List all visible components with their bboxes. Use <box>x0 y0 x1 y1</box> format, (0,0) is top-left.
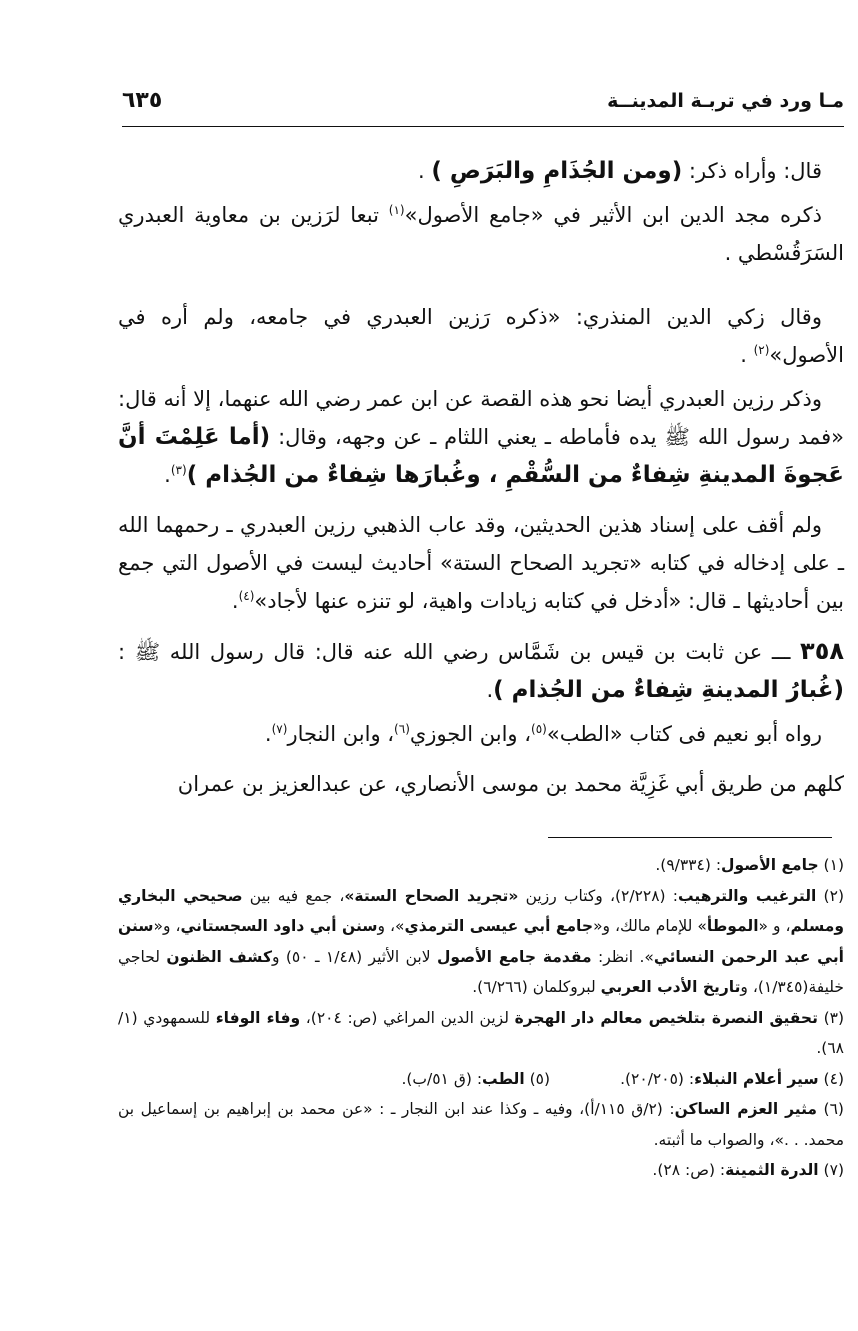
footnote-row-4-5 <box>118 1064 844 1095</box>
footnote-ref-1: (١) <box>388 203 405 217</box>
hadith-quote: (ومن الجُذَامِ والبَرَصِ ) <box>431 158 683 184</box>
page-number: ٦٣٥ <box>122 88 163 113</box>
footnote-ref-3: (٣) <box>170 463 187 477</box>
paragraph-dhahabi: ولم أقف على إسناد هذين الحديثين، وقد عاب الذهبي رزين العبدري ـ رحمهما الله ـ على إدخاله في كتابه «تجريد الصحاح الستة» أحاديث ليست في الأصول التي جمع بين أحاديثها ـ قال: «أدخل في كتابه زيادات واهية، لو تنزه عنها لأجاد»$^{(٤)}$. <box>118 513 844 613</box>
footnote-ref-5: (٥) <box>531 722 547 736</box>
paragraph-narrators: رواه أبو نعيم فى كتاب «الطب»$^{(٥)}$، وابن الجوزي$^{(٦)}$، وابن النجار$^{(٧)}$. <box>264 722 822 746</box>
paragraph-mundhiri: وقال زكي الدين المنذري: «ذكره رَزين العبدري في جامعه، ولم أره في الأصول»$^{(٢)}$ . <box>118 305 844 367</box>
hadith-358: ٣٥٨ ـــ عن ثابت بن قيس بن شَمَّاس رضي الله عنه قال: قال رسول الله ﷺ : (غُبارُ المدينةِ شِفاءٌ من الجُذام ). <box>118 637 844 703</box>
hadith-quote: (غُبارُ المدينةِ شِفاءٌ من الجُذام ) <box>493 677 844 703</box>
footnote-6: (٦) مثير العزم الساكن: (٢/ق ١١٥/أ)، وفيه ـ وكذا عند ابن النجار ـ : «عن محمد بن إبراهيم بن إسماعيل بن محمد. . .»، والصواب ما أثبته. <box>118 1100 844 1149</box>
hadith-quote: (أما عَلِمْتَ أنَّ عَجوةَ المدينةِ شِفاءٌ من السُّقْمِ ، وغُبارَها شِفاءٌ من الجُذام ) <box>118 424 844 488</box>
footnote-ref-7: (٧) <box>271 722 288 736</box>
paragraph-ibn-athir: ذكره مجد الدين ابن الأثير في «جامع الأصول»$^{(١)}$ تبعا لرَزين بن معاوية العبدري السَرَقُسْطي . <box>118 203 844 265</box>
footnote-1: (١) جامع الأصول: (٩/٣٣٤). <box>655 856 844 874</box>
footnotes <box>118 850 844 1186</box>
paragraph-hadith-continuation: قال: وأراه ذكر: (ومن الجُذَامِ والبَرَصِ ) . <box>418 158 822 184</box>
main-text <box>118 152 844 803</box>
footnote-3: (٣) تحقيق النصرة بتلخيص معالم دار الهجرة لزين الدين المراغي (ص: ٢٠٤)، وفاء الوفاء للسمهودي (١/ ٦٨). <box>118 1008 845 1057</box>
hadith-number: ٣٥٨ <box>800 637 844 665</box>
running-title: مـا ورد في تربـة المدينــة <box>607 90 844 112</box>
paragraph-razin-ibn-umar: وذكر رزين العبدري أيضا نحو هذه القصة عن ابن عمر رضي الله عنهما، إلا أنه قال: «فمد رسول الله ﷺ يده فأماطه ـ يعني اللثام ـ عن وجهه، وقال: (أما عَلِمْتَ أنَّ عَجوةَ المدينةِ شِفاءٌ من السُّقْمِ ، وغُبارَها شِفاءٌ من الجُذام )$^{(٣)}$. <box>118 387 844 488</box>
footnote-5: (٥) الطب: (ق ٥١/ب). <box>401 1069 551 1088</box>
footnote-divider <box>548 837 832 838</box>
footnote-ref-4: (٤) <box>238 589 255 603</box>
running-header <box>122 86 844 127</box>
footnote-ref-6: (٦) <box>394 722 410 736</box>
footnote-2: (٢) الترغيب والترهيب: (٢/٢٢٨)، وكتاب رزين «تجريد الصحاح الستة»، جمع فيه بين صحيحي البخاري ومسلم، و «الموطأ» للإمام مالك، و«جامع أبي عيسى الترمذي»، وسنن أبي داود السجستاني، و«سنن أبي عبد الرحمن النسائي». انظر: مقدمة جامع الأصول لابن الأثير (١/٤٨ ـ ٥٠) وكشف الظنون لحاجي خليفة(١/٣٤٥)، وتاريخ الأدب العربي لبروكلمان (٦/٢٦٦). <box>118 886 844 996</box>
footnote-ref-2: (٢) <box>753 343 770 357</box>
footnote-4: (٤) سير أعلام النبلاء: (٢٠/٢٠٥). <box>620 1069 844 1088</box>
footnote-7: (٧) الدرة الثمينة: (ص: ٢٨). <box>652 1161 844 1179</box>
paragraph-chain: كلهم من طريق أبي غَزِيَّة محمد بن موسى الأنصاري، عن عبدالعزيز بن عمران <box>177 772 844 796</box>
